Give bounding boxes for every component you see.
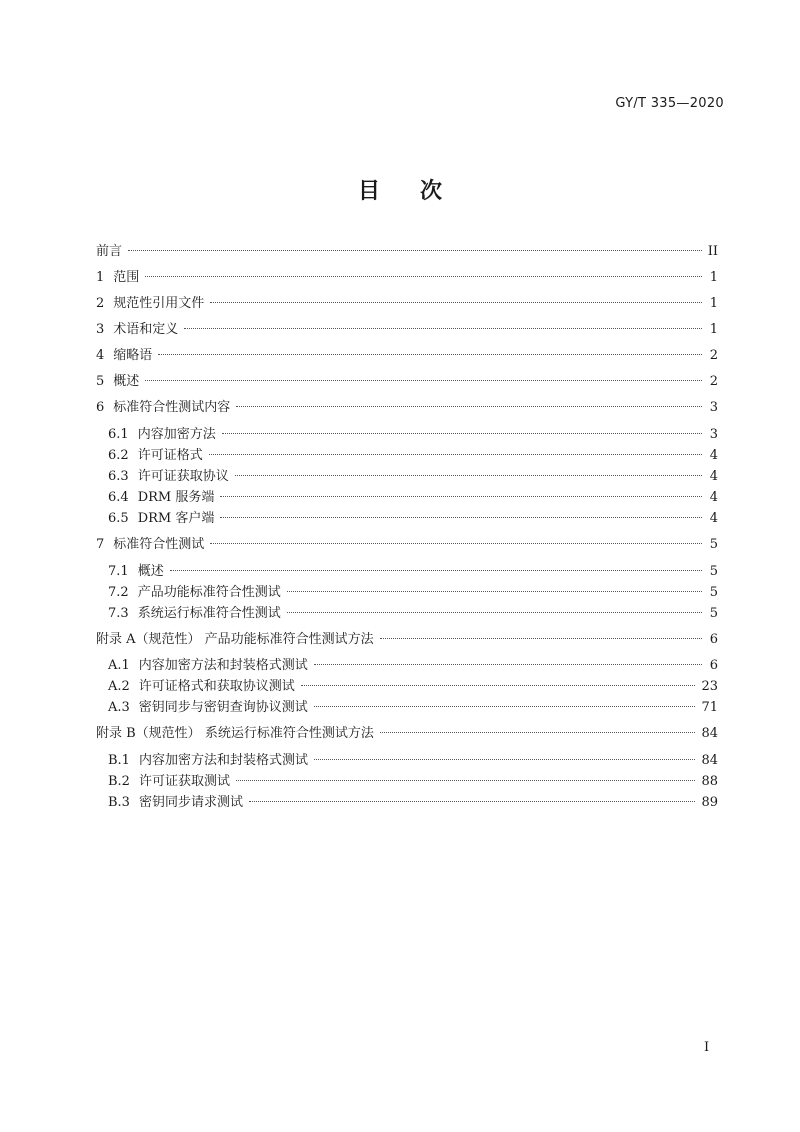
- toc-entry-title: 标准符合性测试: [113, 537, 205, 552]
- toc-entry[interactable]: [96, 318, 718, 338]
- toc-entry-title: 范围: [113, 270, 140, 285]
- toc-entry-number: 5: [96, 374, 105, 389]
- toc-entry[interactable]: [108, 749, 718, 769]
- toc-entry-page: 5: [709, 606, 718, 621]
- toc-entry-title: 附录 A（规范性） 产品功能标准符合性测试方法: [96, 632, 374, 647]
- toc-entry-title: 密钥同步与密钥查询协议测试: [138, 700, 308, 715]
- toc-entry-number: 2: [96, 296, 105, 311]
- toc-entry-number: 6: [96, 400, 105, 415]
- toc-entry-page: 84: [701, 726, 718, 741]
- toc-entry-title: 前言: [96, 244, 123, 259]
- toc-entry[interactable]: [108, 791, 718, 811]
- toc-entry[interactable]: [108, 654, 718, 674]
- dot-leader: [220, 496, 702, 497]
- page-number: I: [704, 1040, 710, 1055]
- dot-leader: [301, 685, 696, 686]
- dot-leader: [314, 664, 702, 665]
- toc-entry[interactable]: [108, 507, 718, 527]
- toc-entry-number: B.3: [108, 795, 130, 810]
- toc-entry[interactable]: [108, 770, 718, 790]
- toc-entry-title: 许可证格式: [137, 448, 203, 463]
- toc-entry[interactable]: [96, 533, 718, 553]
- toc-entry-page: 4: [709, 511, 718, 526]
- toc-entry-number: 7.2: [108, 585, 129, 600]
- toc-entry-number: 7.1: [108, 564, 129, 579]
- toc-entry-title: 规范性引用文件: [113, 296, 205, 311]
- toc-entry-title: DRM 客户端: [137, 511, 215, 526]
- dot-leader: [210, 302, 702, 303]
- toc-entry-page: 2: [709, 348, 718, 363]
- dot-leader: [314, 759, 695, 760]
- toc-entry-page: 2: [709, 374, 718, 389]
- toc-entry-title: 附录 B（规范性） 系统运行标准符合性测试方法: [96, 726, 374, 741]
- toc-entry-page: 89: [701, 795, 718, 810]
- toc-entry[interactable]: [108, 581, 718, 601]
- toc-title-char: 次: [420, 179, 443, 204]
- toc-entry-title: 内容加密方法和封装格式测试: [138, 753, 308, 768]
- toc-entry-page: 6: [709, 632, 718, 647]
- toc-entry-number: 6.1: [108, 427, 129, 442]
- dot-leader: [209, 454, 702, 455]
- dot-leader: [380, 638, 702, 639]
- toc-entry-number: B.1: [108, 753, 130, 768]
- dot-leader: [314, 706, 696, 707]
- toc-title-char: 目: [357, 179, 380, 204]
- dot-leader: [145, 380, 702, 381]
- toc-entry[interactable]: [96, 240, 718, 260]
- toc-entry-number: 3: [96, 322, 105, 337]
- toc-entry[interactable]: [108, 696, 718, 716]
- toc-entry-page: 84: [701, 753, 718, 768]
- toc-entry-title: 密钥同步请求测试: [138, 795, 243, 810]
- dot-leader: [210, 543, 702, 544]
- toc-entry-page: 1: [709, 296, 718, 311]
- toc-entry-number: 6.3: [108, 469, 129, 484]
- toc-entry-number: 4: [96, 348, 105, 363]
- toc-entry-title: 内容加密方法: [137, 427, 216, 442]
- dot-leader: [236, 780, 695, 781]
- toc-entry-page: 3: [709, 400, 718, 415]
- toc-title: [0, 174, 800, 205]
- toc-entry-title: 许可证获取测试: [138, 774, 230, 789]
- toc-entry[interactable]: [96, 344, 718, 364]
- toc-entry-page: 88: [701, 774, 718, 789]
- toc-entry-number: 1: [96, 270, 105, 285]
- toc-entry[interactable]: [108, 423, 718, 443]
- toc-entry[interactable]: [96, 266, 718, 286]
- toc-entry-title: 产品功能标准符合性测试: [137, 585, 281, 600]
- toc-entry-title: 系统运行标准符合性测试: [137, 606, 281, 621]
- toc-entry-number: 6.5: [108, 511, 129, 526]
- dot-leader: [145, 276, 702, 277]
- toc-entry-title: 缩略语: [113, 348, 153, 363]
- dot-leader: [158, 354, 702, 355]
- toc-entry-page: II: [707, 244, 718, 259]
- dot-leader: [235, 475, 702, 476]
- dot-leader: [287, 591, 702, 592]
- toc-entry[interactable]: [96, 628, 718, 648]
- toc-entry[interactable]: [96, 396, 718, 416]
- toc-entry-number: 7.3: [108, 606, 129, 621]
- toc-entry[interactable]: [108, 560, 718, 580]
- toc-entry-page: 4: [709, 469, 718, 484]
- dot-leader: [220, 517, 702, 518]
- toc-entry-title: 标准符合性测试内容: [113, 400, 231, 415]
- toc-entry-number: A.2: [108, 679, 130, 694]
- toc-entry-title: 概述: [113, 374, 140, 389]
- dot-leader: [249, 801, 695, 802]
- toc-entry-page: 3: [709, 427, 718, 442]
- toc-entry-title: 内容加密方法和封装格式测试: [138, 658, 308, 673]
- toc-entry-number: A.3: [108, 700, 130, 715]
- toc-entry-title: 许可证获取协议: [137, 469, 229, 484]
- toc-entry[interactable]: [108, 486, 718, 506]
- toc-entry-number: 6.2: [108, 448, 129, 463]
- toc-entry[interactable]: [108, 444, 718, 464]
- toc-entry-page: 5: [709, 585, 718, 600]
- toc-entry-page: 1: [709, 270, 718, 285]
- toc-entry-title: 概述: [137, 564, 164, 579]
- toc-entry-page: 6: [709, 658, 718, 673]
- toc-entry-title: 许可证格式和获取协议测试: [138, 679, 295, 694]
- dot-leader: [170, 570, 702, 571]
- toc-entry[interactable]: [108, 465, 718, 485]
- toc-entry-title: DRM 服务端: [137, 490, 215, 505]
- document-code: GY/T 335—2020: [615, 96, 724, 111]
- toc-entry[interactable]: [108, 602, 718, 622]
- toc-entry[interactable]: [96, 722, 718, 742]
- toc-entry-page: 5: [709, 537, 718, 552]
- toc-entry-title: 术语和定义: [113, 322, 179, 337]
- toc-entry[interactable]: [108, 675, 718, 695]
- toc-entry-page: 1: [709, 322, 718, 337]
- dot-leader: [236, 406, 702, 407]
- toc-entry-number: A.1: [108, 658, 130, 673]
- toc-entry[interactable]: [96, 370, 718, 390]
- dot-leader: [222, 433, 702, 434]
- toc-entry[interactable]: [96, 292, 718, 312]
- toc-entry-number: 6.4: [108, 490, 129, 505]
- dot-leader: [184, 328, 702, 329]
- toc-entry-page: 5: [709, 564, 718, 579]
- toc-entry-page: 23: [701, 679, 718, 694]
- dot-leader: [287, 612, 702, 613]
- toc-entry-page: 4: [709, 448, 718, 463]
- toc-entry-number: 7: [96, 537, 105, 552]
- dot-leader: [380, 732, 696, 733]
- toc-entry-number: B.2: [108, 774, 130, 789]
- toc-entry-page: 4: [709, 490, 718, 505]
- dot-leader: [128, 250, 702, 251]
- toc-entry-page: 71: [701, 700, 718, 715]
